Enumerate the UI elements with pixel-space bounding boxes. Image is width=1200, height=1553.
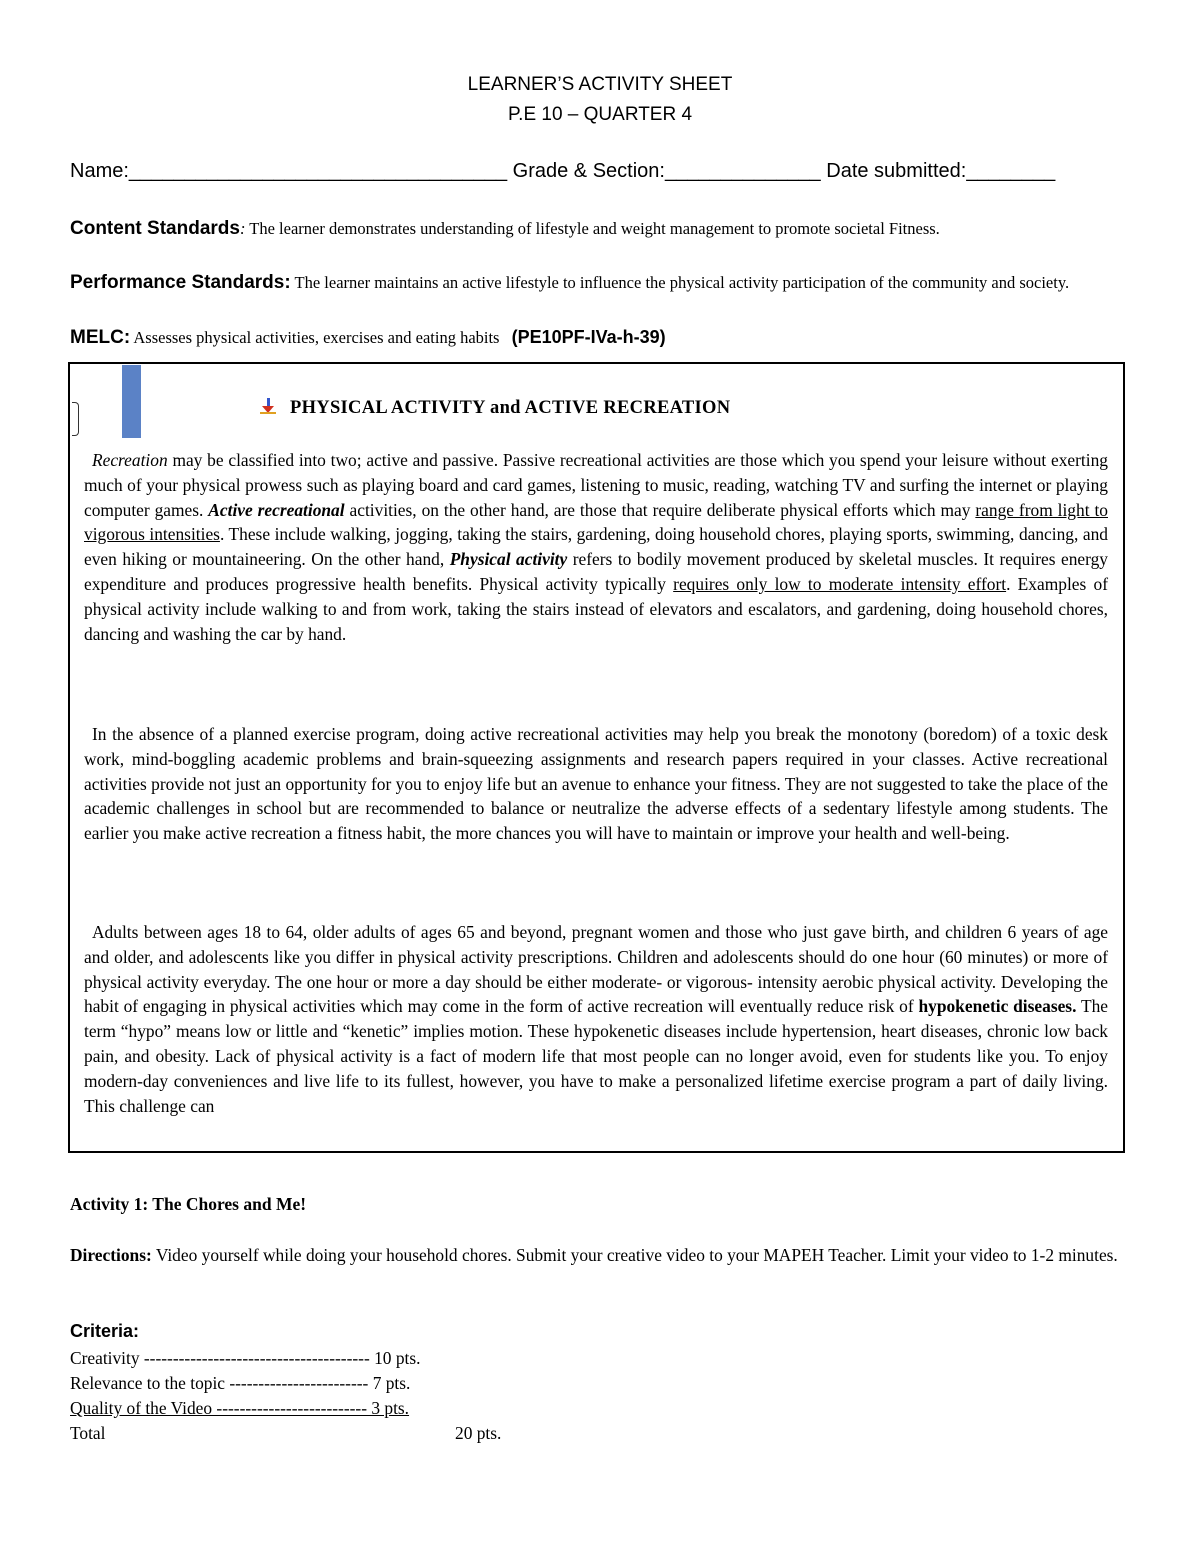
lesson-heading xyxy=(260,398,730,419)
content-standards-colon: : xyxy=(239,219,246,238)
activity-title: Activity 1: The Chores and Me! xyxy=(70,1194,307,1214)
paragraph-text: . Examples of physical activity include walking to and from work, taking the stairs instead of elevators and escalators, and gardening, doing household chores, dancing and washing the car by hand. xyxy=(84,573,1108,644)
paragraph-recreation xyxy=(84,448,1108,646)
bracket-icon xyxy=(72,402,79,436)
name-field[interactable]: Name:__________________________________ xyxy=(70,160,508,182)
total-label: Total xyxy=(70,1423,106,1443)
content-standards xyxy=(70,217,1130,241)
sheet-title: LEARNER’S ACTIVITY SHEET xyxy=(467,74,733,95)
content-standards-text: The learner demonstrates understanding of lifestyle and weight management to promote societal Fitness. xyxy=(245,219,940,238)
criteria-item: Relevance to the topic ------------------------ 7 pts. xyxy=(70,1373,411,1393)
term-hypokenetic-diseases: hypokenetic diseases. xyxy=(918,996,1077,1017)
paragraph-prescriptions xyxy=(84,920,1108,1118)
lesson-heading-text: PHYSICAL ACTIVITY and ACTIVE RECREATION xyxy=(290,398,731,418)
criteria-item: Quality of the Video -------------------------- 3 pts. xyxy=(70,1398,410,1418)
paragraph-text: refers to bodily movement produced by skeletal muscles. It requires energy expenditure and produces progressive health benefits. Physical activity typically xyxy=(84,549,1108,594)
directions-label: Directions: xyxy=(70,1245,152,1265)
paragraph-text: activities, on the other hand, are those that require deliberate physical efforts which may xyxy=(344,499,976,520)
paragraph-text: may be classified into two; active and passive. Passive recreational activities are those which you spend your leisure without exerting much of your physical prowess such as playing board and card games, listening to music, reading, watching TV and surfing the internet or playing computer games. xyxy=(84,450,1108,520)
lesson-box xyxy=(68,362,1125,1153)
paragraph-text: Adults between ages 18 to 64, older adults of ages 65 and beyond, pregnant women and those who just gave birth, and children 6 years of age and older, and adolescents like you differ in physical activity prescriptions. Children and adolescents should do one hour (60 minutes) or more of physical activity everyday. The one hour or more a day should be either moderate- or vigorous- intensity aerobic physical activity. Developing the habit of engaging in physical activities which may come in the form of active recreation will eventually reduce risk of xyxy=(84,922,1108,1017)
melc-code: (PE10PF-IVa-h-39) xyxy=(511,327,666,347)
content-standards-label: Content Standards xyxy=(70,218,240,239)
sheet-subtitle: P.E 10 – QUARTER 4 xyxy=(507,104,693,125)
arrow-bullet-icon xyxy=(260,398,276,414)
melc xyxy=(70,325,1130,350)
melc-label: MELC: xyxy=(70,327,131,348)
paragraph-text: The term “hypo” means low or little and “kenetic” implies motion. These hypokenetic diseases include hypertension, heart diseases, chronic low back pain, and obesity. Lack of physical activity is a fact of modern life that most people can no longer avoid, even for students like you. To enjoy modern-day conveniences and live life to its fullest, however, you have to make a personalized lifetime exercise program a part of daily living. This challenge can xyxy=(84,996,1108,1116)
bookmark-bar xyxy=(122,365,141,438)
directions-text: Video yourself while doing your household chores. Submit your creative video to your MAPEH Teacher. Limit your video to 1-2 minutes. xyxy=(151,1245,1118,1265)
paragraph-text: In the absence of a planned exercise program, doing active recreational activities may help you break the monotony (boredom) of a toxic desk work, mind-boggling academic problems and brain-squeezing assignments and research papers required in your classes. Active recreational activities provide not just an opportunity for you to enjoy life but an avenue to enhance your fitness. They are not suggested to take the place of the academic challenges in school but are recommended to balance or neutralize the adverse effects of a sedentary lifestyle among students. The earlier you make active recreation a fitness habit, the more chances you will have to maintain or improve your health and well-being. xyxy=(84,724,1108,844)
performance-standards-text: The learner maintains an active lifestyle to influence the physical activity participation of the community and society. xyxy=(290,273,1070,292)
underlined-phrase: requires only low to moderate intensity effort xyxy=(673,573,1007,594)
criteria-label: Criteria: xyxy=(70,1321,140,1341)
directions xyxy=(70,1243,1130,1268)
term-active-recreational: Active recreational xyxy=(208,499,345,520)
total-points: 20 pts. xyxy=(455,1423,502,1443)
grade-section-field[interactable]: Grade & Section:______________ xyxy=(512,160,821,182)
performance-standards-label: Performance Standards: xyxy=(70,272,291,293)
term-recreation: Recreation xyxy=(92,450,168,470)
date-submitted-field[interactable]: Date submitted:________ xyxy=(826,160,1056,182)
term-physical-activity: Physical activity xyxy=(449,549,568,570)
paragraph-active-recreation xyxy=(84,722,1108,846)
criteria-item: Creativity --------------------------------------- 10 pts. xyxy=(70,1348,421,1368)
criteria-total xyxy=(70,1423,502,1444)
student-info-line xyxy=(70,160,1130,183)
paragraph-text: . These include walking, jogging, taking the stairs, gardening, doing household chores, playing sports, swimming, dancing, and even hiking or mountaineering. On the other hand, xyxy=(84,524,1108,570)
underlined-phrase: range from light to vigorous intensities xyxy=(84,499,1108,545)
performance-standards xyxy=(70,271,1130,295)
melc-text: Assesses physical activities, exercises and eating habits xyxy=(130,328,504,347)
